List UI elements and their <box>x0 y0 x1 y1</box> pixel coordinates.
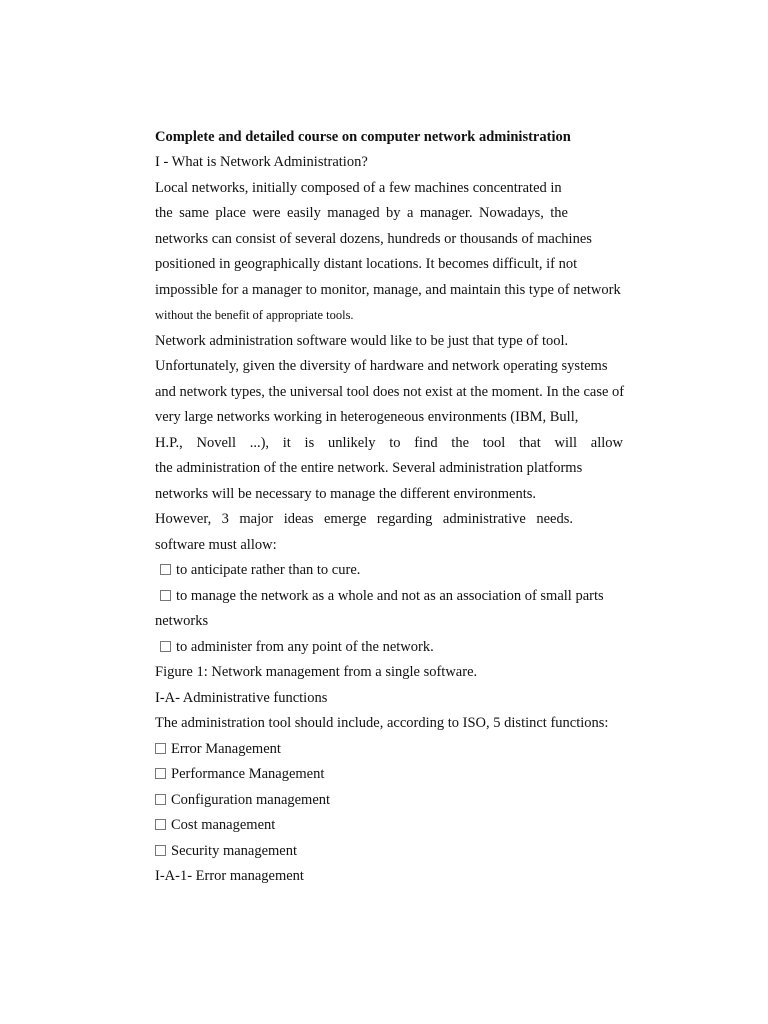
list-item-text: to anticipate rather than to cure. <box>176 562 361 578</box>
paragraph-line: and network types, the universal tool does not exist at the moment. In the case of <box>155 384 625 400</box>
paragraph-line: H.P., Novell ...), it is unlikely to find the tool that will allow <box>155 435 623 451</box>
list-item-text: Performance Management <box>171 766 325 782</box>
section-heading-1a1: I-A-1- Error management <box>155 868 304 884</box>
list-item-text: to manage the network as a whole and not as an association of small parts <box>176 588 604 604</box>
list-item <box>155 842 675 860</box>
paragraph-line: However, 3 major ideas emerge regarding administrative needs. <box>155 511 573 527</box>
list-item <box>155 816 675 834</box>
paragraph-line: networks can consist of several dozens, hundreds or thousands of machines <box>155 231 592 247</box>
list-item-text: Security management <box>171 843 298 859</box>
list-item <box>155 791 675 809</box>
bullet-box-icon <box>160 564 171 575</box>
document-title: Complete and detailed course on computer network administration <box>155 129 571 145</box>
paragraph-line: without the benefit of appropriate tools. <box>155 308 354 322</box>
bullet-box-icon <box>155 845 166 856</box>
list-item-continuation: networks <box>155 613 209 629</box>
paragraph-line: Network administration software would like to be just that type of tool. <box>155 333 569 349</box>
paragraph-line: impossible for a manager to monitor, manage, and maintain this type of network <box>155 282 621 298</box>
bullet-box-icon <box>155 743 166 754</box>
list-item-text: Configuration management <box>171 792 331 808</box>
bullet-box-icon <box>160 590 171 601</box>
paragraph-line: positioned in geographically distant locations. It becomes difficult, if not <box>155 256 578 272</box>
bullet-box-icon <box>155 794 166 805</box>
paragraph-line: the administration of the entire network. Several administration platforms <box>155 460 583 476</box>
paragraph-line: Local networks, initially composed of a few machines concentrated in <box>155 180 562 196</box>
section-heading-1: I - What is Network Administration? <box>155 154 368 170</box>
bullet-box-icon <box>155 819 166 830</box>
figure-caption: Figure 1: Network management from a single software. <box>155 664 478 680</box>
paragraph-line: the same place were easily managed by a manager. Nowadays, the <box>155 205 568 221</box>
list-item <box>160 561 680 579</box>
paragraph-line: very large networks working in heterogeneous environments (IBM, Bull, <box>155 409 579 425</box>
list-item <box>155 765 675 783</box>
paragraph-line: The administration tool should include, according to ISO, 5 distinct functions: <box>155 715 609 731</box>
list-item-text: Error Management <box>171 741 281 757</box>
list-item <box>160 638 680 656</box>
paragraph-line: software must allow: <box>155 537 277 553</box>
list-item-text: to administer from any point of the network. <box>176 639 434 655</box>
list-item-text: Cost management <box>171 817 276 833</box>
list-item <box>160 587 680 605</box>
bullet-box-icon <box>155 768 166 779</box>
section-heading-1a: I-A- Administrative functions <box>155 690 328 706</box>
paragraph-line: networks will be necessary to manage the different environments. <box>155 486 537 502</box>
list-item <box>155 740 675 758</box>
bullet-box-icon <box>160 641 171 652</box>
paragraph-line: Unfortunately, given the diversity of hardware and network operating systems <box>155 358 608 374</box>
